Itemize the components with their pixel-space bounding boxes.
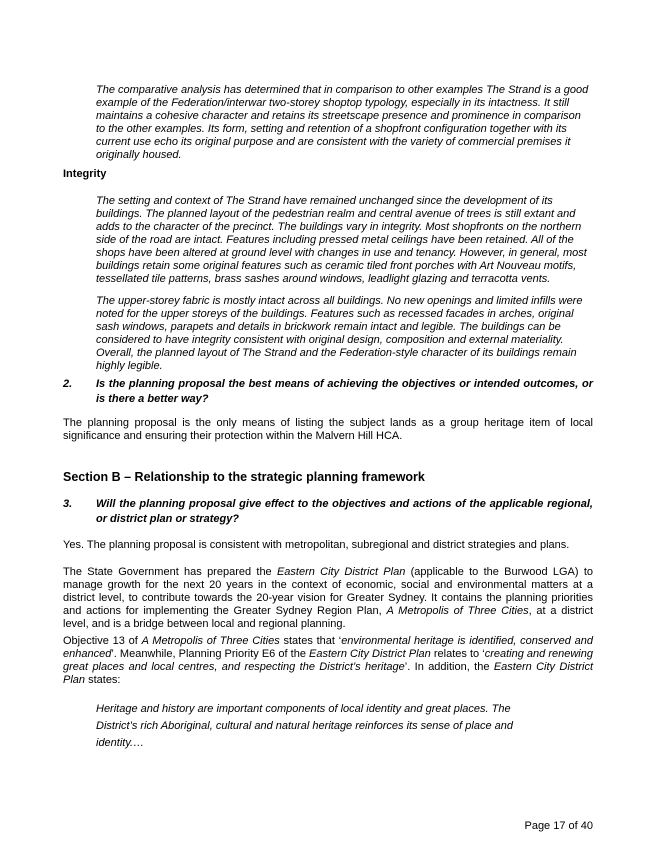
- text-run-italic: Eastern City District Plan: [309, 648, 431, 660]
- page-content: [63, 84, 593, 752]
- text-run: The State Government has prepared the: [63, 566, 277, 578]
- question-2: [63, 377, 593, 407]
- text-run: states:: [85, 674, 121, 686]
- text-run: ’. In addition, the: [404, 661, 494, 673]
- heritage-history-quote: Heritage and history are important components of local identity and great places. The District’s rich Aboriginal, cultural and natural heritage reinforces its sense of place and identity.…: [96, 703, 513, 749]
- integrity-paragraph-setting: The setting and context of The Strand have remained unchanged since the development of its buildings. The planned layout of the pedestrian realm and central avenue of trees is still extant and adds to the character of the precinct. The buildings vary in integrity. Most shopfronts on the northern side of the road are intact. Features including pressed metal ceilings have been retained. All of the shops have been altered at ground level with changes in use and tenancy. However, in general, most buildings retain some original features such as ceramic tiled front porches with Art Nouveau motifs, tessellated tile patterns, brass sashes around windows, leadlight glazing and terracotta vents.: [96, 195, 587, 285]
- integrity-heading: Integrity: [63, 168, 107, 180]
- text-run: states that ‘: [279, 635, 342, 647]
- text-run-italic: A Metropolis of Three Cities: [141, 635, 280, 647]
- district-plan-paragraph: [63, 566, 593, 631]
- text-run: relates to ‘: [430, 648, 485, 660]
- comparative-analysis-paragraph: The comparative analysis has determined that in comparison to other examples The Strand is a good example of the Federation/interwar two-storey shoptop typology, especially in its intactness. It still maintains a cohesive character and retains its streetscape presence and prominence in comparison to the other examples. Its form, setting and retention of a shopfront configuration together with its current use echo its original purpose and are consistent with the variety of commercial premises it originally housed.: [96, 84, 589, 161]
- question-3-text: Will the planning proposal give effect to the objectives and actions of the applicable regional, or district plan or strategy?: [96, 498, 593, 525]
- text-run: (applicable to the Burwood LGA) to manage growth for the next 20 years in the context of economic, social and environmental matters at a district level, to contribute towards the 20-year vision for Greater Sydney. It contains the planning priorities and actions for implementing the Greater Sydney Region Plan,: [63, 566, 593, 617]
- question-2-answer: The planning proposal is the only means of listing the subject lands as a group heritage item of local significance and ensuring their protection within the Malvern Hill HCA.: [63, 417, 593, 442]
- question-3-answer: Yes. The planning proposal is consistent with metropolitan, subregional and district strategies and plans.: [63, 539, 570, 551]
- section-b-heading: Section B – Relationship to the strategic planning framework: [63, 470, 425, 484]
- text-run-italic: A Metropolis of Three Cities: [386, 605, 529, 617]
- text-run: , at a district level, and is a bridge between local and regional planning.: [63, 605, 594, 630]
- question-3-number: 3.: [63, 498, 73, 510]
- integrity-paragraph-upper-storey: The upper-storey fabric is mostly intact across all buildings. No new openings and limited infills were noted for the upper storeys of the buildings. Features such as recessed facades in arches, original sash windows, parapets and details in brickwork remain intact and legible. The buildings can be considered to have integrity consistent with original design, composition and external materiality. Overall, the planned layout of The Strand and the Federation-style character of its buildings remain highly legible.: [96, 295, 583, 372]
- question-3: [63, 497, 593, 527]
- question-2-text: Is the planning proposal the best means of achieving the objectives or intended outcomes, or is there a better way?: [96, 378, 593, 405]
- question-2-number: 2.: [63, 378, 73, 390]
- text-run-italic: Eastern City District Plan: [63, 661, 594, 686]
- text-run: Objective 13 of: [63, 635, 142, 647]
- text-run: ’. Meanwhile, Planning Priority E6 of the: [111, 648, 310, 660]
- text-run-italic: Eastern City District Plan: [276, 566, 406, 578]
- text-run-italic: environmental heritage is identified, conserved and enhanced: [63, 635, 594, 660]
- objective-13-paragraph: [63, 635, 593, 687]
- page-number: Page 17 of 40: [524, 820, 593, 832]
- text-run-italic: creating and renewing great places and local centres, and respecting the District’s heritage: [63, 648, 593, 673]
